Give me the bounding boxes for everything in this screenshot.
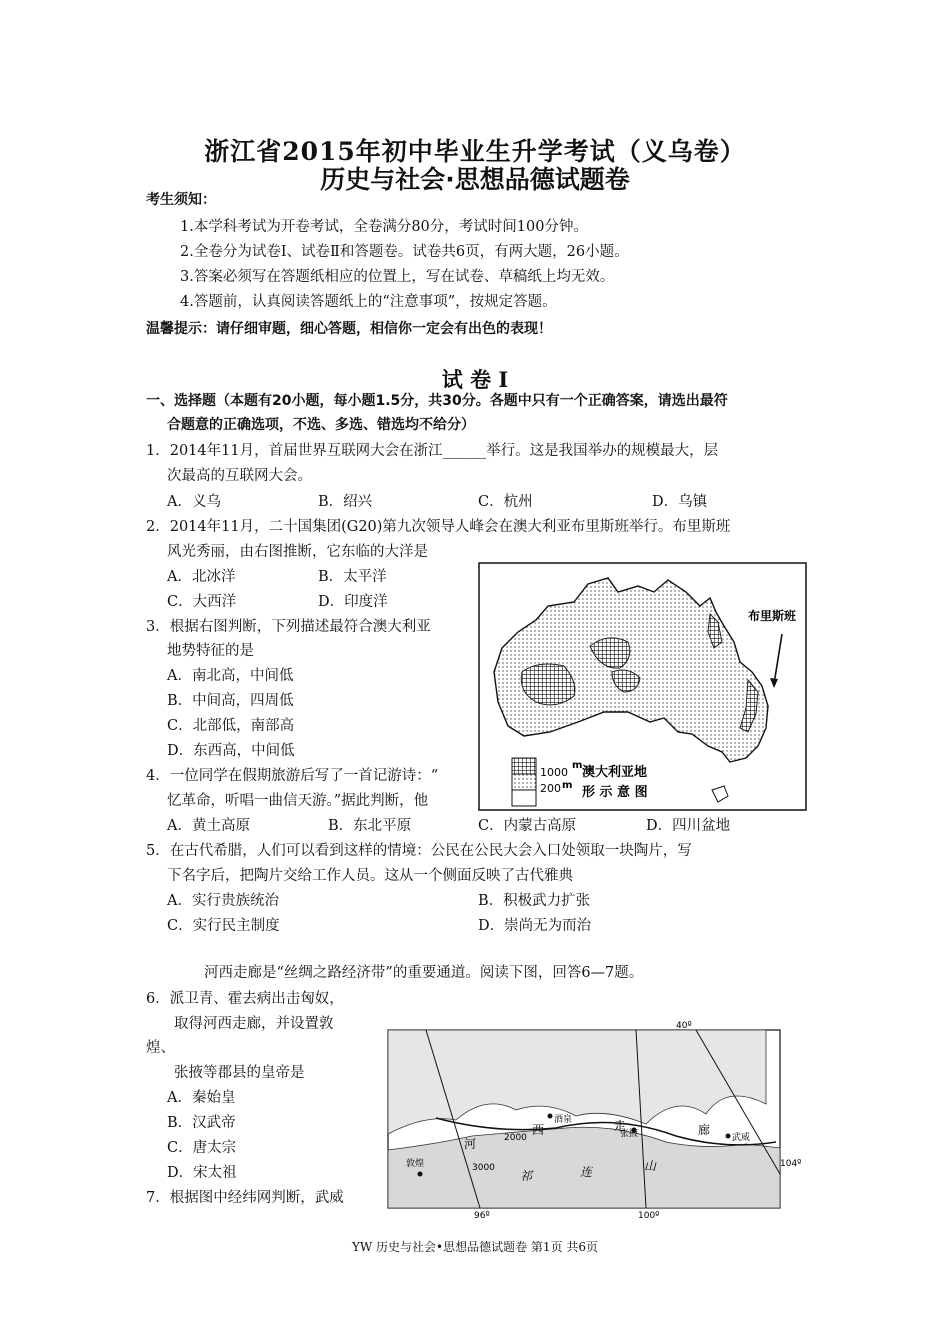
legend-unit-2: m [562, 780, 573, 791]
intro-6-7: 河西走廊是“丝绸之路经济带”的重要通道。阅读下图，回答6—7题。 [204, 965, 644, 981]
label-lon104: 104º [780, 1159, 802, 1169]
char-lang: 廊 [698, 1123, 711, 1137]
q2-option-c[interactable]: C．大西洋 [167, 594, 237, 610]
part-heading-line1: 一、选择题（本题有20小题，每小题1.5分，共30分。各题中只有一个正确答案，请选出最符 [146, 393, 728, 409]
city-dot-wuwei [726, 1134, 731, 1139]
q6-line1: 6．派卫青、霍去病出击匈奴， [146, 991, 344, 1007]
map-caption-1: 澳大利亚地 [582, 765, 648, 780]
title-line2: 历史与社会·思想品德试题卷 [320, 165, 630, 194]
legend-200-swatch [512, 774, 536, 790]
q7-line1: 7．根据图中经纬网判断，武威 [146, 1190, 344, 1206]
q5-line2: 下名字后，把陶片交给工作人员。这从一个侧面反映了古代雅典 [167, 868, 573, 884]
callout-brisbane: 布里斯班 [748, 609, 797, 623]
q1-option-d[interactable]: D．乌镇 [652, 494, 708, 510]
city-dot-dunhuang [418, 1172, 423, 1177]
char-xi: 西 [532, 1123, 545, 1137]
label-lon100: 100º [638, 1211, 660, 1221]
legend-low-swatch [512, 790, 536, 806]
q4-option-c[interactable]: C．内蒙古高原 [478, 818, 577, 834]
notice-heading: 考生须知： [146, 192, 216, 208]
q1-option-b[interactable]: B．绍兴 [318, 494, 373, 510]
hexi-corridor-map [376, 1021, 802, 1221]
legend-unit: m [572, 760, 583, 771]
q1-line1: 1．2014年11月，首届世界互联网大会在浙江______举行。这是我国举办的规模最大，层 [146, 443, 719, 459]
notice-item: 4.答题前，认真阅读答题纸上的“注意事项”，按规定答题。 [180, 294, 557, 310]
elev-2000: 2000 [504, 1133, 527, 1143]
city-zhangye: 张掖 [620, 1129, 639, 1139]
section-title: 试 卷 I [441, 367, 509, 392]
legend-1000-swatch [512, 758, 536, 774]
q5-option-a[interactable]: A．实行贵族统治 [167, 893, 279, 909]
q4-option-d[interactable]: D．四川盆地 [646, 818, 731, 834]
legend-200: 200 [540, 782, 561, 795]
title-line1: 浙江省2015年初中毕业生升学考试（义乌卷） [204, 137, 746, 166]
q4-line1: 4．一位同学在假期旅游后写了一首记游诗：“ [146, 768, 439, 784]
q2-line2: 风光秀丽，由右图推断，它东临的大洋是 [167, 544, 428, 560]
page-footer: YW 历史与社会•思想品德试题卷 第1页 共6页 [351, 1240, 599, 1254]
q6-option-d[interactable]: D．宋太祖 [167, 1165, 237, 1181]
map-caption-2: 形 示 意 图 [582, 785, 648, 800]
q6-option-b[interactable]: B．汉武帝 [167, 1115, 236, 1131]
city-dot-jiuquan [548, 1114, 553, 1119]
elev-3000: 3000 [472, 1163, 495, 1173]
notice-item: 2.全卷分为试卷Ⅰ、试卷Ⅱ和答题卷。试卷共6页，有两大题，26小题。 [180, 244, 629, 260]
city-wuwei: 武威 [732, 1133, 751, 1143]
notice-item: 1.本学科考试为开卷考试，全卷满分80分，考试时间100分钟。 [180, 219, 588, 235]
char-zou: 走 [614, 1119, 627, 1133]
q5-line1: 5．在古代希腊，人们可以看到这样的情境：公民在公民大会入口处领取一块陶片，写 [146, 843, 692, 859]
q6-option-c[interactable]: C．唐太宗 [167, 1140, 237, 1156]
q3-line1: 3．根据右图判断，下列描述最符合澳大利亚 [146, 619, 431, 635]
q2-option-d[interactable]: D．印度洋 [318, 594, 388, 610]
notice-tip: 温馨提示：请仔细审题，细心答题，相信你一定会有出色的表现！ [146, 321, 552, 337]
char-shan: 山 [644, 1159, 657, 1173]
q3-option-c[interactable]: C．北部低，南部高 [167, 718, 295, 734]
part-heading-line2: 合题意的正确选项，不选、多选、错选均不给分） [167, 417, 475, 433]
char-qi: 祁 [520, 1169, 533, 1183]
q5-option-b[interactable]: B．积极武力扩张 [478, 893, 591, 909]
q6-line3: 煌、 [146, 1040, 175, 1056]
char-lian: 连 [580, 1165, 593, 1179]
q6-line2: 取得河西走廊，并设置敦 [174, 1016, 334, 1032]
q4-option-a[interactable]: A．黄土高原 [167, 818, 250, 834]
q6-option-a[interactable]: A．秦始皇 [167, 1090, 236, 1106]
q3-line2: 地势特征的是 [167, 643, 254, 659]
q1-line2: 次最高的互联网大会。 [167, 468, 312, 484]
q3-option-a[interactable]: A．南北高，中间低 [167, 668, 294, 684]
q2-option-a[interactable]: A．北冰洋 [167, 569, 236, 585]
q4-line2: 忆革命，听唱一曲信天游。”据此判断，他 [167, 793, 429, 809]
label-lon96: 96º [474, 1211, 490, 1221]
notice-item: 3.答案必须写在答题纸相应的位置上，写在试卷、草稿纸上均无效。 [180, 269, 615, 285]
q3-option-d[interactable]: D．东西高，中间低 [167, 743, 295, 759]
q5-option-c[interactable]: C．实行民主制度 [167, 918, 280, 934]
q5-option-d[interactable]: D．崇尚无为而治 [478, 918, 592, 934]
australia-terrain-map [478, 562, 808, 812]
q1-option-a[interactable]: A．义乌 [167, 494, 221, 510]
city-jiuquan: 酒泉 [554, 1115, 573, 1125]
char-he: 河 [464, 1137, 477, 1151]
legend-1000: 1000 [540, 766, 568, 779]
q2-line1: 2．2014年11月，二十国集团(G20)第九次领导人峰会在澳大利亚布里斯班举行。布里斯班 [146, 519, 731, 535]
q2-option-b[interactable]: B．太平洋 [318, 569, 387, 585]
q4-option-b[interactable]: B．东北平原 [328, 818, 412, 834]
q1-option-c[interactable]: C．杭州 [478, 494, 533, 510]
city-dunhuang: 敦煌 [406, 1159, 425, 1169]
q6-line4: 张掖等郡县的皇帝是 [174, 1065, 305, 1081]
q3-option-b[interactable]: B．中间高，四周低 [167, 693, 294, 709]
label-lat40: 40º [676, 1021, 692, 1031]
